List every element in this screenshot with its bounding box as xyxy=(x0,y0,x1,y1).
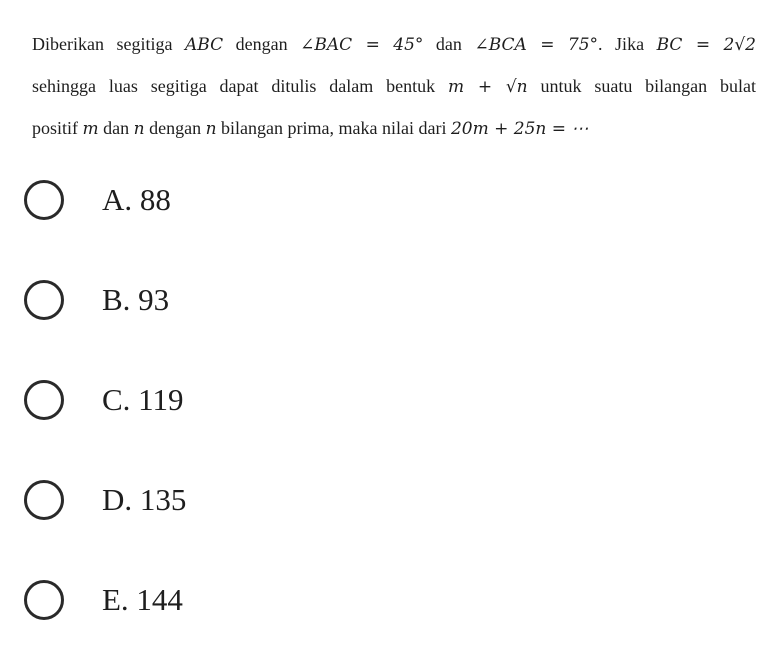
option-label[interactable]: C. 119 xyxy=(102,382,184,417)
question-text-segment: dengan xyxy=(223,34,301,54)
math-expression: ∠BCA = 75° xyxy=(474,35,599,55)
option-a[interactable] xyxy=(24,172,424,272)
math-expression: m + √n xyxy=(447,77,528,97)
question-text-segment: dan xyxy=(423,34,475,54)
question-text-segment: . Jika xyxy=(598,34,657,54)
answer-options xyxy=(24,172,424,672)
question-text-segment: bilangan prima, maka nilai dari xyxy=(216,118,451,138)
math-expression: ABC xyxy=(185,35,224,55)
question-text-segment: Diberikan segitiga xyxy=(32,34,186,54)
math-expression: m xyxy=(82,119,99,139)
math-expression: n xyxy=(205,119,217,139)
question-line-2 xyxy=(32,66,756,108)
question-line-1 xyxy=(32,24,756,66)
math-expression: 20m + 25n = ⋯ xyxy=(450,119,589,139)
radio-circle-icon[interactable] xyxy=(24,380,64,420)
option-d[interactable] xyxy=(24,472,424,572)
question-line-3 xyxy=(32,108,756,150)
question-text-segment: untuk suatu bilangan bulat xyxy=(527,76,757,96)
option-label[interactable]: B. 93 xyxy=(102,282,170,317)
option-e[interactable] xyxy=(24,572,424,672)
option-label[interactable]: A. 88 xyxy=(102,182,171,217)
question-text-segment: positif xyxy=(32,118,83,138)
question-text xyxy=(32,24,756,150)
option-c[interactable] xyxy=(24,372,424,472)
option-label[interactable]: D. 135 xyxy=(102,482,187,517)
radio-circle-icon[interactable] xyxy=(24,580,64,620)
radio-circle-icon[interactable] xyxy=(24,480,64,520)
radio-circle-icon[interactable] xyxy=(24,180,64,220)
math-expression: BC = 2√2 xyxy=(656,35,756,55)
radio-circle-icon[interactable] xyxy=(24,280,64,320)
option-b[interactable] xyxy=(24,272,424,372)
math-expression: n xyxy=(133,119,145,139)
question-text-segment: dengan xyxy=(144,118,206,138)
option-label[interactable]: E. 144 xyxy=(102,582,183,617)
math-expression: ∠BAC = 45° xyxy=(300,35,424,55)
question-text-segment: dan xyxy=(98,118,134,138)
question-text-segment: sehingga luas segitiga dapat ditulis dalam bentuk xyxy=(32,76,448,96)
